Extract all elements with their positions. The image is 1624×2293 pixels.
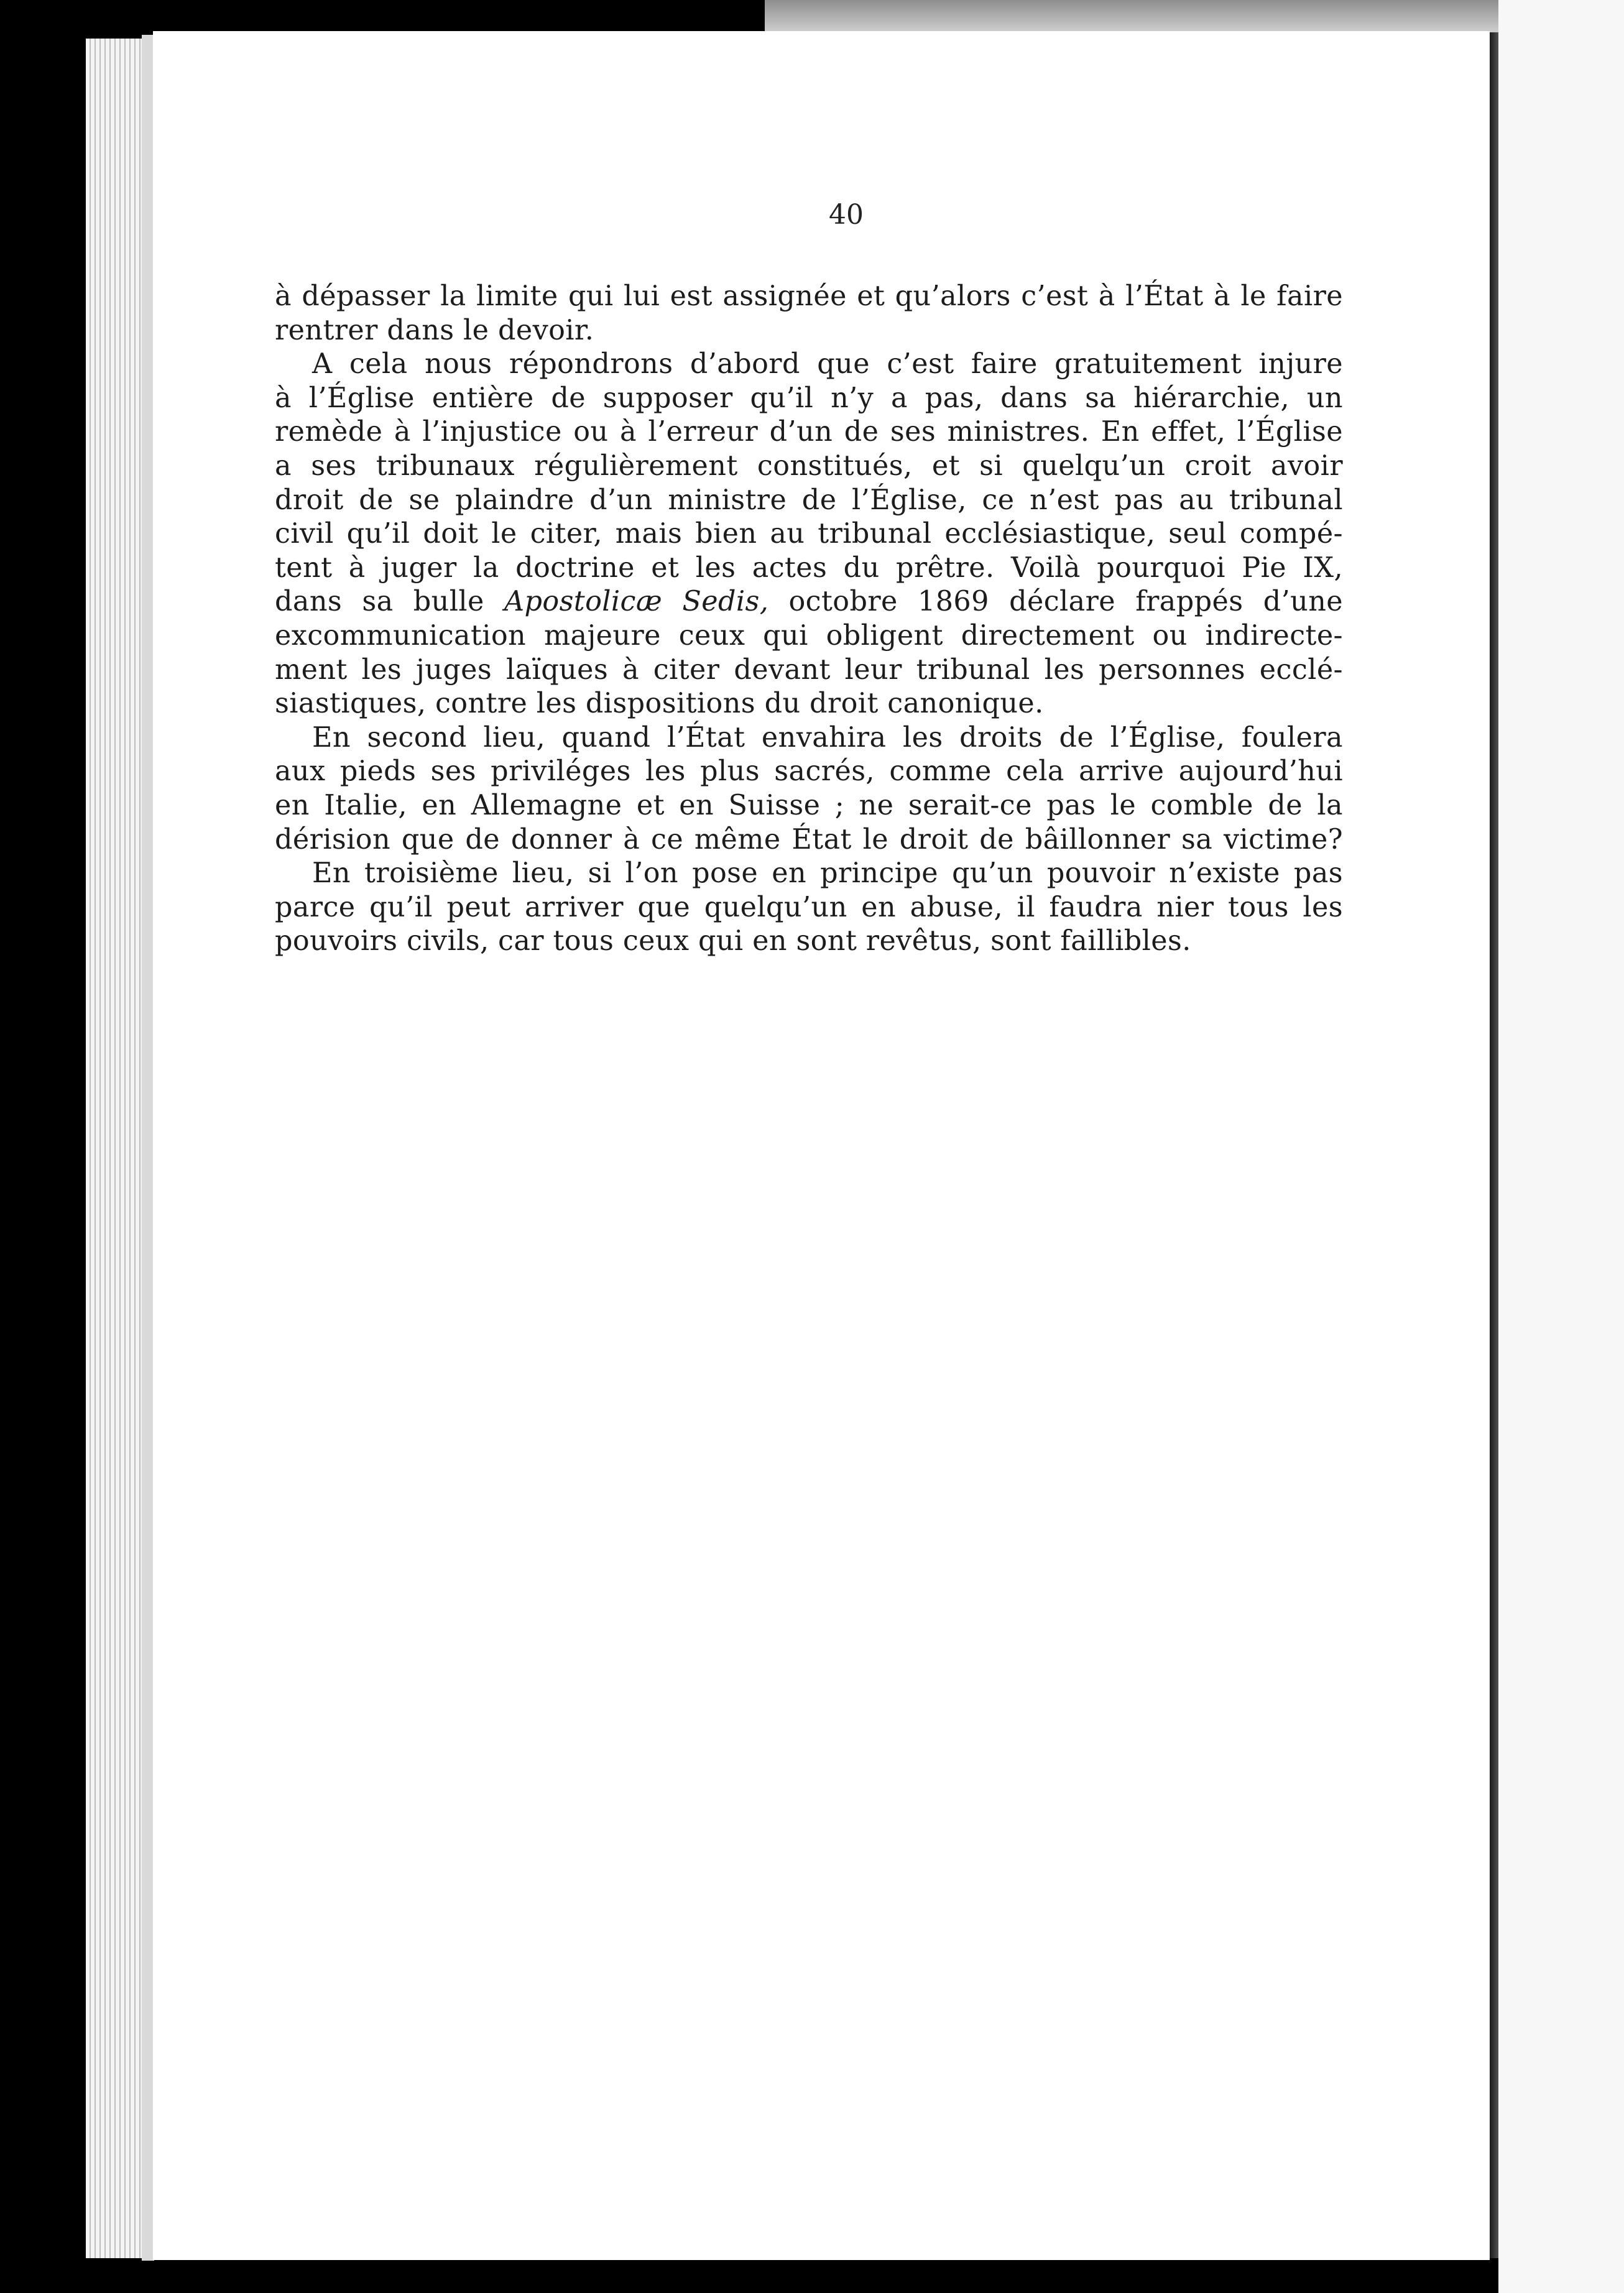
- text-line: civil qu’il doit le citer, mais bien au tribunal ecclésiastique, seul compé-: [275, 518, 1343, 550]
- text-segment: octobre 1869 déclare frappés d’une: [768, 586, 1343, 618]
- text-line-with-italic: [275, 585, 1343, 619]
- page-edge-shadow: [142, 35, 154, 2261]
- text-line: dérision que de donner à ce même État le droit de bâillonner sa victime?: [275, 823, 1343, 856]
- text-line: tent à juger la doctrine et les actes du prêtre. Voilà pourquoi Pie IX,: [275, 551, 1343, 584]
- paragraph-3: [275, 721, 1343, 857]
- paragraph-4: [275, 857, 1343, 959]
- text-line: en Italie, en Allemagne et en Suisse ; ne serait-ce pas le comble de la: [275, 789, 1343, 821]
- next-page-sliver: [1498, 0, 1624, 2293]
- body-text: [275, 280, 1343, 959]
- text-line: rentrer dans le devoir.: [275, 314, 594, 346]
- book-page: [153, 31, 1490, 2260]
- text-line: droit de se plaindre d’un ministre de l’Église, ce n’est pas au tribunal: [275, 484, 1343, 516]
- text-line: à dépasser la limite qui lui est assignée et qu’alors c’est à l’État à le faire: [275, 280, 1343, 312]
- text-line: à l’Église entière de supposer qu’il n’y a pas, dans sa hiérarchie, un: [275, 382, 1343, 414]
- text-line: pouvoirs civils, car tous ceux qui en sont revêtus, sont faillibles.: [275, 925, 1191, 957]
- text-segment: dans sa bulle: [275, 586, 504, 618]
- italic-title: Apostolicæ Sedis,: [504, 586, 769, 618]
- text-line: A cela nous répondrons d’abord que c’est faire gratuitement injure: [312, 348, 1343, 381]
- text-line: siastiques, contre les dispositions du droit canonique.: [275, 688, 1044, 720]
- page-number: 40: [829, 199, 864, 231]
- text-line: excommunication majeure ceux qui obligent directement ou indirecte-: [275, 619, 1343, 652]
- paragraph-2: [275, 348, 1343, 721]
- text-line: En second lieu, quand l’État envahira les droits de l’Église, foulera: [312, 721, 1343, 754]
- text-line: ment les juges laïques à citer devant leur tribunal les personnes ecclé-: [275, 653, 1343, 686]
- text-line: aux pieds ses priviléges les plus sacrés, comme cela arrive aujourd’hui: [275, 755, 1343, 788]
- text-line: En troisième lieu, si l’on pose en principe qu’un pouvoir n’existe pas: [312, 857, 1343, 890]
- text-line: parce qu’il peut arriver que quelqu’un en abuse, il faudra nier tous les: [275, 891, 1343, 923]
- text-line: a ses tribunaux régulièrement constitués, et si quelqu’un croit avoir: [275, 450, 1343, 482]
- paragraph-1: [275, 280, 1343, 348]
- text-line: remède à l’injustice ou à l’erreur d’un de ses ministres. En effet, l’Église: [275, 416, 1343, 448]
- scan-background-strip: [765, 0, 1498, 35]
